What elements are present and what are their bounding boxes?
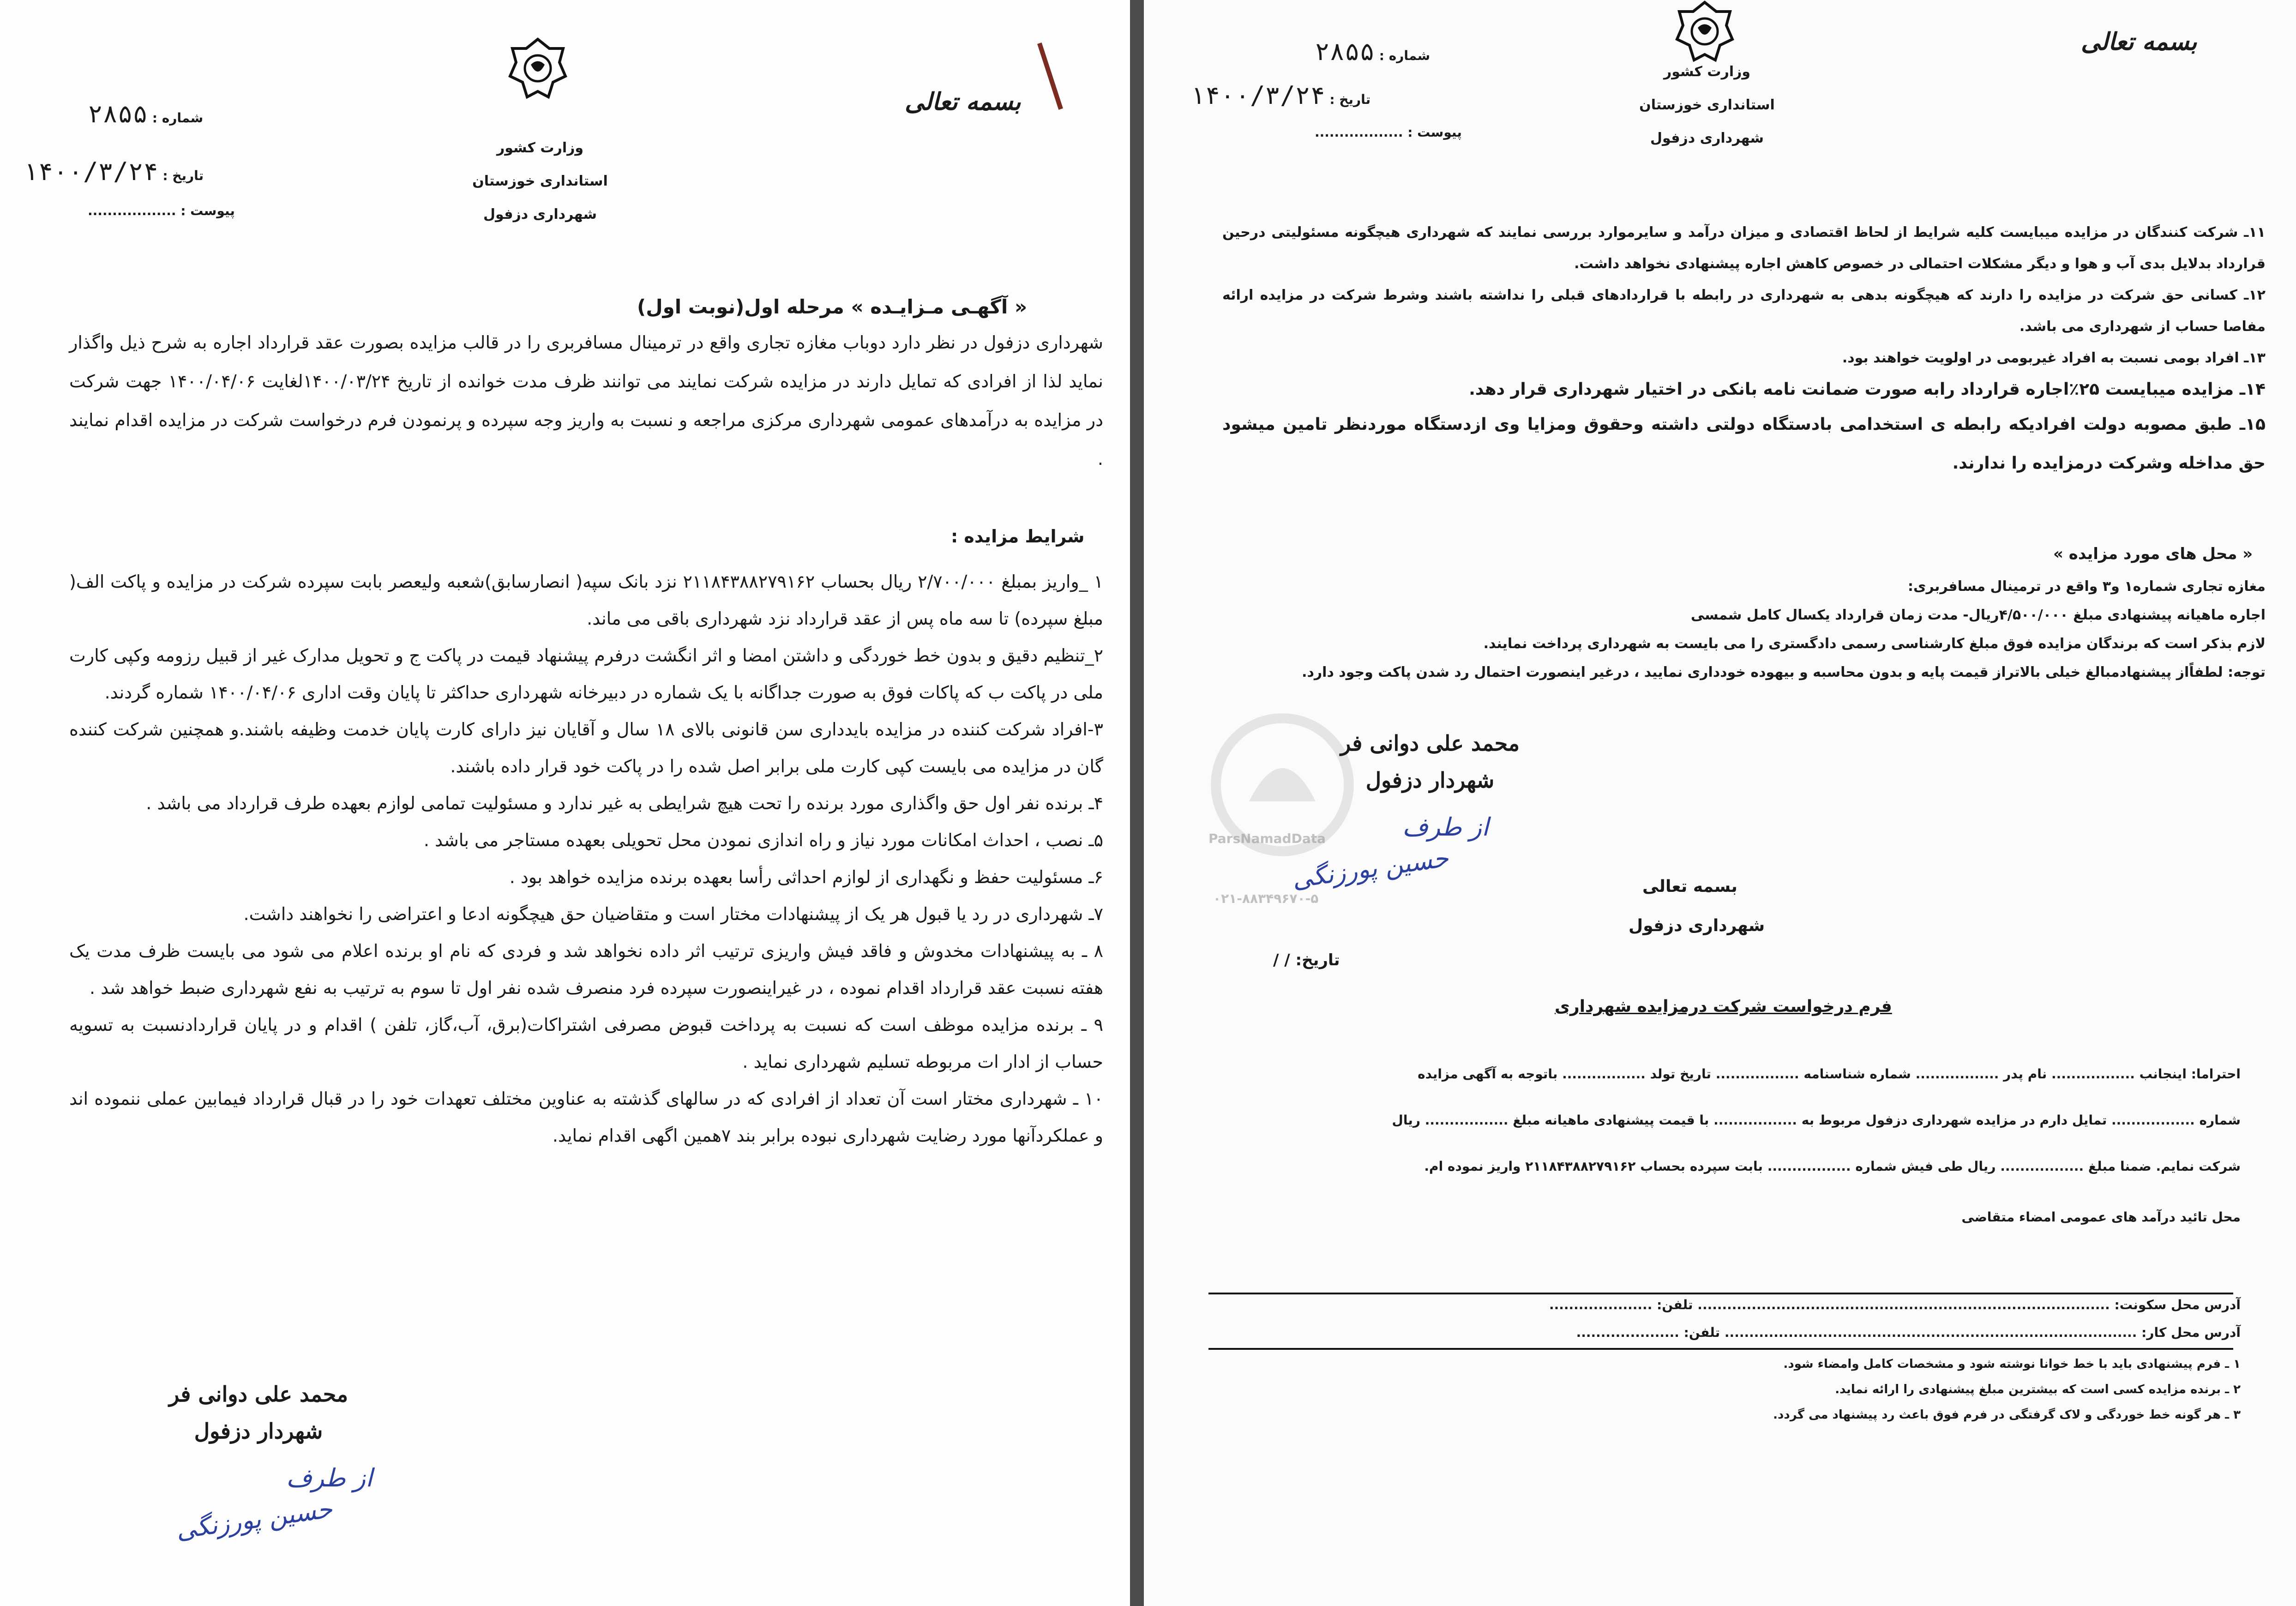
address-work-line: آدرس محل کار: .................................................................................... تلفن: .....................	[1576, 1325, 2241, 1340]
location-line: لازم بذکر است که برندگان مزایده فوق مبلغ کارشناسی رسمی دادگستری را می بایست به شهرداری پرداخت نمایند.	[1483, 636, 2266, 652]
condition-item: ۱۲ـ کسانی حق شرکت در مزایده را دارند که هیچگونه بدهی به شهرداری در رابطه با قراردادهای قبلی را نداشته باشند وشرط شرکت در مزایده ارائه مفاصا حساب از شهرداری می باشد.	[1222, 287, 2266, 335]
left-page	[0, 0, 1130, 1606]
location-line: اجاره ماهیانه پیشنهادی مبلغ ۴/۵۰۰/۰۰۰ریال- مدت زمان قرارداد یکسال کامل شمسی	[1690, 607, 2266, 623]
form-divider	[1208, 1293, 2233, 1294]
form-line: شماره ................. تمایل دارم در مزایده شهرداری دزفول مربوط به ................. با قیمت پیشنهادی ماهیانه مبلغ ................. ریال	[1392, 1113, 2241, 1128]
header-municipality: شهرداری دزفول	[483, 206, 597, 223]
header-province: استانداری خوزستان	[472, 173, 608, 189]
form-note: ۳ ـ هر گونه خط خوردگی و لاک گرفتگی در فرم فوق باعث رد پیشنهاد می گردد.	[1773, 1408, 2241, 1422]
attachment-label: پیوست : ..................	[88, 203, 235, 218]
header-province: استانداری خوزستان	[1639, 97, 1775, 113]
number-label: شماره :	[1379, 48, 1430, 63]
letter-date-row	[23, 157, 204, 186]
header-ministry: وزارت کشور	[496, 140, 584, 156]
signer-title: شهردار دزفول	[1365, 768, 1495, 793]
date-label: تاریخ :	[1329, 92, 1371, 107]
right-page	[1144, 0, 2296, 1606]
form-note: ۲ ـ برنده مزایده کسی است که بیشترین مبلغ پیشنهادی را ارائه نماید.	[1835, 1383, 2241, 1396]
condition-item: ۵ـ نصب ، احداث امکانات مورد نیاز و راه اندازی نمودن محل تحویلی بعهده مستاجر می باشد .	[423, 830, 1103, 850]
number-value: ۲۸۵۵	[1315, 37, 1375, 66]
number-value: ۲۸۵۵	[88, 99, 148, 128]
form-note: ۱ ـ فرم پیشنهادی باید با خط خوانا نوشته شود و مشخصات کامل وامضاء شود.	[1783, 1357, 2241, 1371]
page-gutter	[1130, 0, 1144, 1606]
signature-block	[1301, 725, 1559, 799]
condition-item: ۱۰ ـ شهرداری مختار است آن تعداد از افرادی که در سالهای گذشته به عناوین مختلف تعهدات خود را در قبال قرارداد فیمابین عملی ننموده اند و عملکردآنها مورد رضایت شهرداری نبوده برابر بند ۷همین اگهی اقدام نماید.	[69, 1089, 1103, 1146]
locations-list	[1222, 572, 2266, 687]
signer-name: محمد علی دوانی فر	[168, 1382, 349, 1407]
condition-item: ۹ ـ برنده مزایده موظف است که نسبت به پرداخت قبوض مصرفی اشتراکات(برق، آب،گاز، تلفن ) اقدام و در پایان قراردادنسبت به تسویه حساب از ادار ات مربوطه تسلیم شهرداری نماید .	[69, 1015, 1103, 1072]
letter-number-row	[1315, 37, 1430, 66]
condition-item: ۸ ـ به پیشنهادات مخدوش و فاقد فیش واریزی ترتیب اثر داده نخواهد شد و فردی که نام او برنده اعلام می شود می بایست ظرف مدت یک هفته نسبت عقد قرارداد اقدام نموده ، در غیراینصورت سپرده فرد منصرف شده نفر اول تا سوم به ترتیب به نفع شهرداری ضبط خواهد شد .	[69, 941, 1103, 998]
condition-item: ۱۴ـ مزایده میبایست ۲۵٪اجاره قرارداد رابه صورت ضمانت نامه بانکی در اختیار شهرداری قرار دهد.	[1469, 380, 2266, 399]
conditions-list	[69, 563, 1103, 1154]
condition-item: ۶ـ مسئولیت حفظ و نگهداری از لوازم احداثی رأسا بعهده برنده مزایده خواهد بود .	[509, 867, 1103, 887]
condition-item: ۱ _واریز بمبلغ ۲/۷۰۰/۰۰۰ ریال بحساب ۲۱۱۸۴۳۸۸۲۷۹۱۶۲ نزد بانک سپه( انصارسابق)شعبه ولیعصر بابت سپرده شرکت در مزایده و پاکت الف( مبلغ سپرده) تا سه ماه پس از عقد قرارداد نزد شهرداری باقی می ماند.	[69, 571, 1104, 629]
bism-heading: بسمه تعالی	[905, 88, 1021, 116]
condition-item: ۱۱ـ شرکت کنندگان در مزایده میبایست کلیه شرایط از لحاظ اقتصادی و میزان درآمد و سایرموارد بررسی نمایند که شهرداری هیچگونه مسئولیتی درحین قرارداد بدلایل بدی آب و هوا و دیگر مشکلات احتمالی در خصوص کاهش اجاره پیشنهادی نخواهد داشت.	[1222, 224, 2266, 272]
header-ministry: وزارت کشور	[1663, 64, 1751, 80]
signer-title: شهردار دزفول	[194, 1419, 323, 1444]
date-label: تاریخ :	[162, 168, 204, 183]
bism-heading: بسمه تعالی	[2081, 28, 2197, 56]
handwritten-signature: حسین پورزنگی	[1290, 843, 1450, 894]
form-date: تاریخ: / /	[1273, 951, 1340, 969]
condition-item: ۱۳ـ افراد بومی نسبت به افراد غیربومی در اولویت خواهند بود.	[1842, 350, 2266, 366]
form-bism: بسمه تعالی	[1642, 877, 1737, 896]
form-line: محل تائید درآمد های عمومی امضاء متقاضی	[1961, 1209, 2241, 1225]
on-behalf-note: از طرف	[1402, 812, 1489, 842]
form-line: احتراما: اینجانب ................. نام پدر ................. شماره شناسنامه ................. تاریخ تولد ................. باتوجه به آگهی مزایده	[1418, 1066, 2241, 1082]
date-value: ۱۴۰۰/۳/۲۴	[1190, 81, 1325, 110]
form-title: فرم درخواست شرکت درمزایده شهرداری	[1555, 997, 1892, 1016]
form-municipality: شهرداری دزفول	[1629, 916, 1765, 935]
address-home-line: آدرس محل سکونت: .................................................................................... تلفن: .....................	[1549, 1297, 2241, 1312]
notice-title: « آگهـی مـزایـده » مرحله اول(نوبت اول)	[637, 295, 1028, 318]
on-behalf-note: از طرف	[286, 1463, 373, 1492]
locations-heading: « محل های مورد مزایده »	[2053, 545, 2253, 563]
date-value: ۱۴۰۰/۳/۲۴	[23, 157, 158, 186]
intro-paragraph: شهرداری دزفول در نظر دارد دوباب مغازه تجاری واقع در ترمینال مسافربری را در قالب مزایده بصورت عقد قرارداد اجاره به شرح ذیل واگذار نماید لذا از افرادی که تمایل دارند در مزایده شرکت نمایند می توانند ظرف مدت خوانده از تاریخ ۱۴۰۰/۰۳/۲۴لغایت ۱۴۰۰/۰۴/۰۶ جهت شرکت در مزایده به درآمدهای عمومی شهرداری مرکزی مراجعه و نسبت به واریز وجه سپرده و پرنمودن فرم درخواست شرکت در مزایده اقدام نمایند .	[69, 332, 1103, 469]
attachment-label: پیوست : ..................	[1315, 125, 1462, 140]
condition-item: ۲_تنظیم دقیق و بدون خط خوردگی و داشتن امضا و اثر انگشت درفرم پیشنهاد قیمت در پاکت ج و تحویل مدارک غیر از قبیل رزومه وکپی کارت ملی در پاکت ب که پاکات فوق به صورت جداگانه با یک شماره در دبیرخانه شهرداری حداکثر تا پایان وقت اداری ۱۴۰۰/۰۴/۰۶ شماره گردند.	[69, 645, 1103, 703]
condition-item: ۴ـ برنده نفر اول حق واگذاری مورد برنده را تحت هیچ شرایطی به غیر ندارد و مسئولیت تمامی لوازم بعهده طرف قرارداد می باشد .	[146, 793, 1103, 813]
location-line: مغازه تجاری شماره۱ و۳ واقع در ترمینال مسافربری:	[1907, 578, 2266, 595]
location-line: توجه: لطفاًاز پیشنهادمبالغ خیلی بالاتراز قیمت پایه و بدون محاسبه و بیهوده خودداری نمایید ، درغیر اینصورت احتمال رد شدن پاکت وجود دارد.	[1302, 664, 2266, 680]
condition-item: ۱۵ـ طبق مصوبه دولت افرادیکه رابطه ی استخدامی بادستگاه دولتی داشته وحقوق ومزایا وی ازدستگاه موردنظر تامین میشود حق مداخله وشرکت درمزایده را ندارند.	[1222, 415, 2266, 473]
form-line: شرکت نمایم. ضمنا مبلغ ................. ریال طی فیش شماره ................. بابت سپرده بحساب ۲۱۱۸۴۳۸۸۲۷۹۱۶۲ واریز نموده ام.	[1424, 1159, 2241, 1174]
conditions-heading: شرایط مزایده :	[951, 526, 1085, 547]
signature-block	[129, 1376, 388, 1450]
signer-name: محمد علی دوانی فر	[1340, 731, 1520, 756]
number-label: شماره :	[152, 110, 204, 126]
watermark-name: ParsNamadData	[1208, 831, 1326, 846]
pen-stroke	[1037, 42, 1063, 110]
municipality-logo-icon	[508, 37, 568, 106]
condition-item: ۳-افراد شرکت کننده در مزایده بایدداری سن قانونی بالای ۱۸ سال و آقایان نیز دارای کارت پایان خدمت وظیفه باشند.و همچنین شرکت کننده گان در مزایده می بایست کپی کارت ملی برابر اصل شده را در پاکت خود قرار داده باشند.	[69, 719, 1103, 776]
letter-number-row	[88, 99, 203, 128]
header-municipality: شهرداری دزفول	[1650, 130, 1764, 146]
condition-item: ۷ـ شهرداری در رد یا قبول هر یک از پیشنهادات مختار است و متقاضیان حق هیچگونه ادعا و اعتراضی را نخواهند داشت.	[243, 904, 1103, 924]
handwritten-signature: حسین پورزنگی	[174, 1494, 334, 1545]
letter-date-row	[1190, 81, 1370, 110]
extra-conditions-list	[1222, 217, 2266, 483]
watermark-phone: ۰۲۱-۸۸۳۴۹۶۷۰-۵	[1213, 891, 1319, 906]
form-divider	[1208, 1348, 2233, 1350]
